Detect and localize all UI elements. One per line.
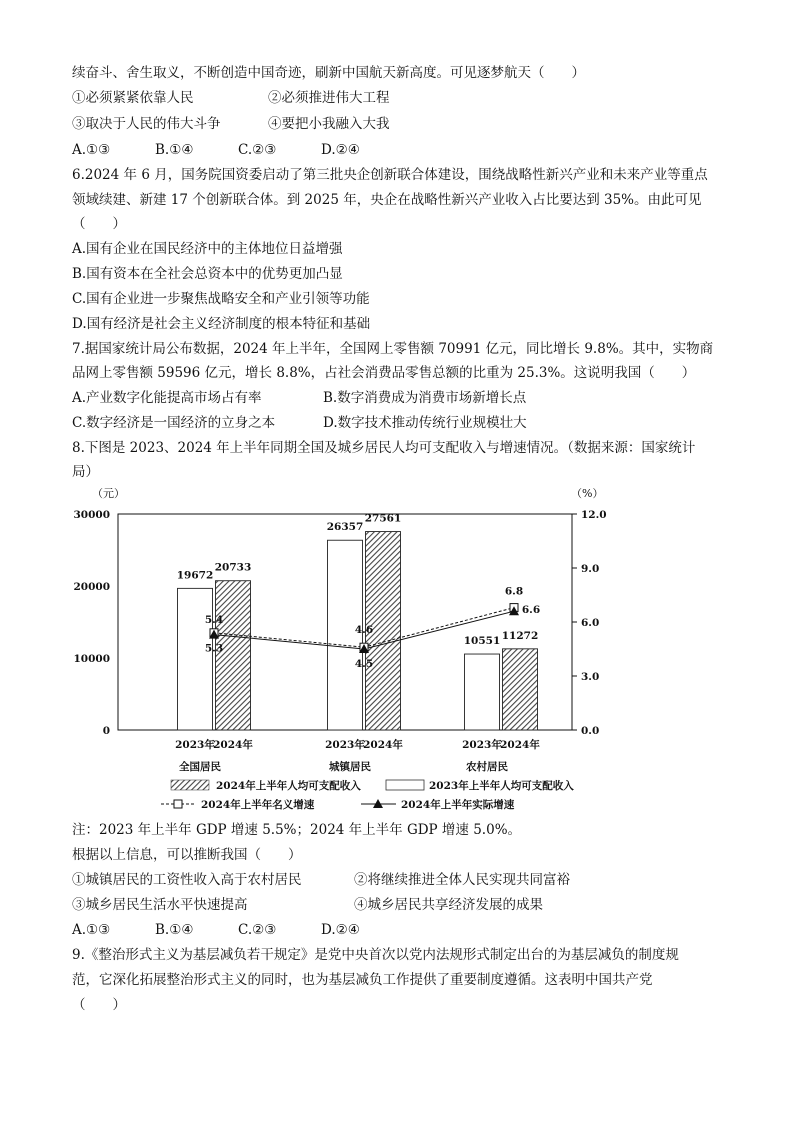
q8-choice-b: B.①④ — [155, 922, 194, 938]
bar-value-label: 11272 — [501, 629, 539, 642]
q7-line-2: 品网上零售额 59596 亿元，增长 8.8%，占社会消费品零售总额的比重为 25.3%。这说明我国（ ） — [72, 365, 696, 381]
q8-line-2: 局） — [72, 464, 99, 480]
legend-swatch-2024-income — [171, 780, 209, 790]
q8-line-1: 8.下图是 2023、2024 年上半年同期全国及城乡居民人均可支配收入与增速情况。（数据来源：国家统计 — [72, 440, 696, 456]
income-chart — [66, 483, 607, 819]
q7-line-1: 7.据国家统计局公布数据，2024 年上半年，全国网上零售额 70991 亿元，同比增长 9.8%。其中，实物商 — [72, 341, 714, 357]
q7-choice-a: A.产业数字化能提高市场占有率 — [72, 390, 262, 406]
left-tick-label: 0 — [102, 725, 110, 737]
real-value-label: 4.5 — [354, 658, 374, 670]
bar-2023 — [465, 654, 500, 730]
bar-2023 — [178, 588, 213, 730]
category-label: 全国居民 — [179, 761, 221, 773]
legend-swatch-2023-income — [386, 780, 424, 790]
bar-2024 — [216, 581, 251, 730]
q8-option-3: ③城乡居民生活水平快速提高 — [72, 897, 248, 913]
year-label: 2023年 — [462, 739, 502, 751]
right-tick-label: 3.0 — [581, 671, 600, 683]
q5-option-2: ②必须推进伟大工程 — [268, 90, 390, 106]
q6-choice-a: A.国有企业在国民经济中的主体地位日益增强 — [72, 241, 343, 257]
left-tick-label: 20000 — [73, 581, 110, 593]
right-tick-label: 0.0 — [581, 725, 600, 737]
legend-label-real: 2024年上半年实际增速 — [401, 799, 515, 811]
q8-option-1: ①城镇居民的工资性收入高于农村居民 — [72, 872, 302, 888]
q6-line-3: （ ） — [72, 216, 126, 232]
q5-option-3: ③取决于人民的伟大斗争 — [72, 116, 221, 132]
q6-choice-c: C.国有企业进一步聚焦战略安全和产业引领等功能 — [72, 291, 370, 307]
category-label: 城镇居民 — [329, 761, 371, 773]
q7-choice-c: C.数字经济是一国经济的立身之本 — [72, 415, 276, 431]
q5-choice-d: D.②④ — [321, 142, 360, 158]
x-axis-labels — [175, 738, 540, 773]
legend-label-2024-income: 2024年上半年人均可支配收入 — [216, 780, 361, 792]
left-tick-label: 30000 — [73, 509, 110, 521]
right-axis — [572, 509, 607, 737]
bar-value-label: 20733 — [214, 561, 252, 574]
nominal-value-label: 5.4 — [204, 613, 224, 626]
q7-choice-b: B.数字消费成为消费市场新增长点 — [323, 390, 527, 406]
q6-choice-b: B.国有资本在全社会总资本中的优势更加凸显 — [72, 266, 343, 282]
nominal-value-label: 6.8 — [504, 585, 524, 598]
q6-line-2: 领域续建、新建 17 个创新联合体。到 2025 年，央企在战略性新兴产业收入占比要达到 35%。由此可见 — [72, 192, 702, 208]
bar-value-label: 19672 — [176, 569, 214, 582]
bar-2024 — [503, 649, 538, 730]
year-label: 2024年 — [363, 739, 403, 751]
q7-choice-d: D.数字技术推动传统行业规模壮大 — [323, 415, 527, 431]
left-axis — [73, 509, 110, 737]
q8-choice-a: A.①③ — [72, 922, 111, 938]
bars — [177, 513, 539, 730]
bar-value-label: 26357 — [326, 521, 364, 534]
legend-label-nominal: 2024年上半年名义增速 — [201, 799, 315, 811]
q9-line-3: （ ） — [72, 997, 126, 1013]
legend — [161, 779, 574, 811]
q8-choice-c: C.②③ — [238, 922, 277, 938]
q6-line-1: 6.2024 年 6 月，国务院国资委启动了第三批央企创新联合体建设，围绕战略性新兴产业和未来产业等重点 — [72, 167, 708, 183]
category-label: 农村居民 — [466, 761, 508, 773]
right-tick-label: 9.0 — [581, 563, 600, 575]
real-value-label: 6.6 — [521, 604, 541, 617]
year-label: 2024年 — [500, 739, 540, 751]
q5-choice-b: B.①④ — [155, 142, 194, 158]
q8-option-4: ④城乡居民共享经济发展的成果 — [354, 897, 543, 913]
q5-option-4: ④要把小我融入大我 — [268, 116, 390, 132]
q8-note: 注：2023 年上半年 GDP 增速 5.5%；2024 年上半年 GDP 增速 5.0%。 — [72, 822, 522, 838]
q5-stem-tail: 续奋斗、舍生取义，不断创造中国奇迹，刷新中国航天新高度。可见逐梦航天（ ） — [72, 65, 585, 81]
q9-line-2: 范，它深化拓展整治形式主义的同时，也为基层减负工作提供了重要制度遵循。这表明中国共产党 — [72, 972, 653, 988]
left-axis-unit: （元） — [92, 487, 125, 500]
bar-value-label: 27561 — [364, 512, 402, 525]
legend-label-2023-income: 2023年上半年人均可支配收入 — [429, 780, 574, 792]
right-tick-label: 12.0 — [581, 509, 607, 521]
real-value-label: 5.3 — [204, 642, 224, 655]
q8-option-2: ②将继续推进全体人民实现共同富裕 — [354, 872, 570, 888]
right-axis-unit: （%） — [571, 487, 604, 500]
q5-option-1: ①必须紧紧依靠人民 — [72, 90, 194, 106]
q9-line-1: 9.《整治形式主义为基层减负若干规定》是党中央首次以党内法规形式制定出台的为基层减负的制度规 — [72, 947, 679, 963]
nominal-value-label: 4.6 — [354, 624, 374, 637]
right-tick-label: 6.0 — [581, 617, 600, 629]
q5-choice-c: C.②③ — [238, 142, 277, 158]
year-label: 2023年 — [325, 739, 365, 751]
q6-choice-d: D.国有经济是社会主义经济制度的根本特征和基础 — [72, 316, 371, 332]
q8-ask: 根据以上信息，可以推断我国（ ） — [72, 847, 302, 863]
bar-value-label: 10551 — [463, 635, 501, 648]
q5-choice-a: A.①③ — [72, 142, 111, 158]
left-tick-label: 10000 — [73, 653, 110, 665]
q8-choice-d: D.②④ — [321, 922, 360, 938]
year-label: 2023年 — [175, 739, 215, 751]
year-label: 2024年 — [213, 739, 253, 751]
legend-marker-nominal — [174, 800, 182, 808]
